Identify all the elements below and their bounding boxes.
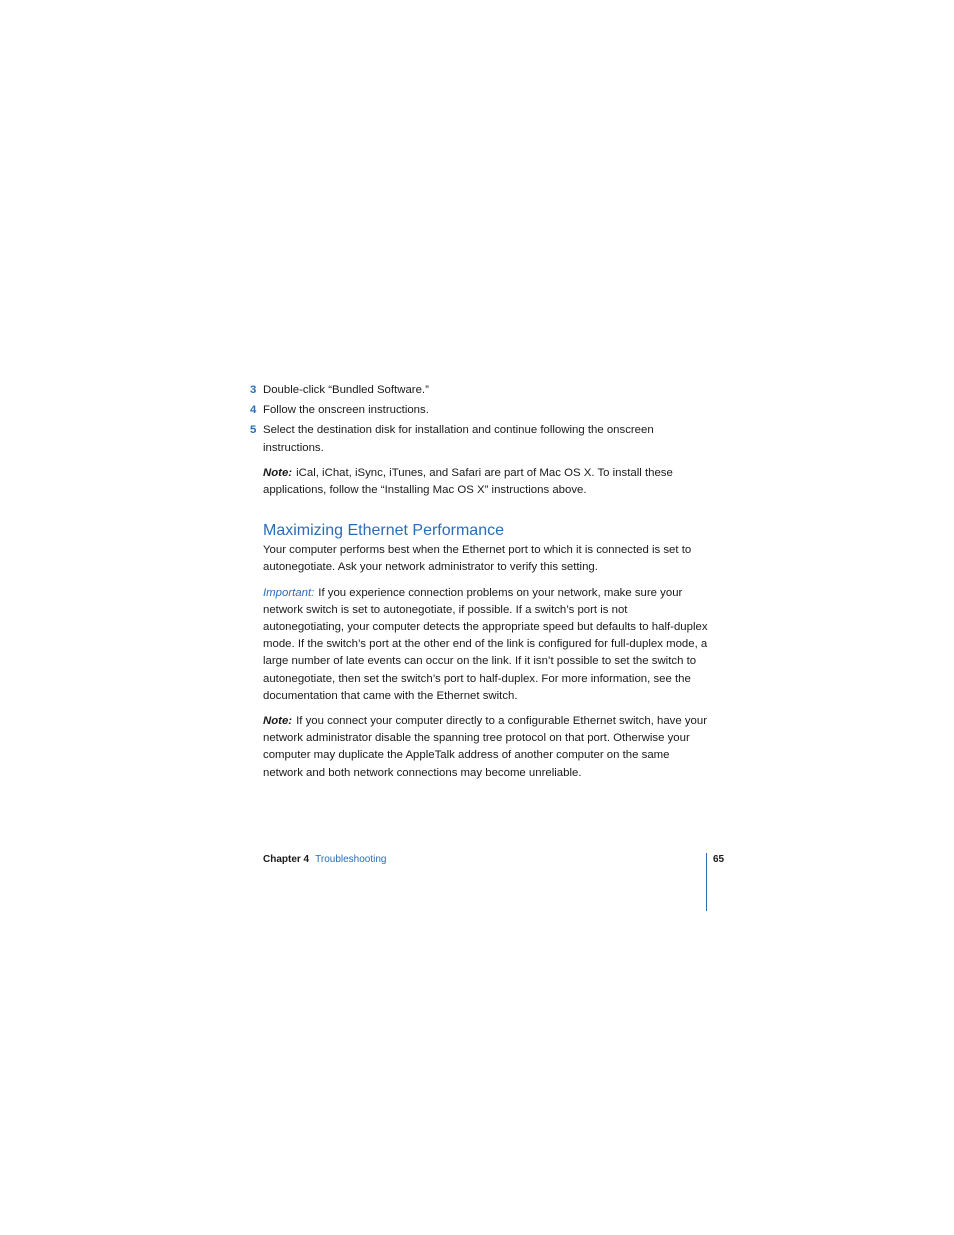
important-label: Important: bbox=[263, 586, 315, 599]
footer-divider bbox=[706, 853, 707, 911]
step-text: Follow the onscreen instructions. bbox=[263, 404, 429, 417]
step-text: Select the destination disk for installation and continue following the onscreen instructions. bbox=[263, 424, 654, 454]
step-text: Double-click “Bundled Software.” bbox=[263, 384, 429, 396]
step-item bbox=[250, 402, 708, 419]
footer-chapter bbox=[263, 853, 386, 867]
note-text: If you connect your computer directly to a configurable Ethernet switch, have your network administrator disable the spanning tree protocol on that port. Otherwise your computer may duplicate the AppleTalk address of another computer on the same network and both network connections may become unreliable. bbox=[263, 715, 708, 779]
important-text: If you experience connection problems on your network, make sure your network switch is set to autonegotiate, if possible. If a switch’s port is not autonegotiating, your computer detects the appropriate speed but defaults to half-duplex mode. If the switch’s port at the other end of the link is configured for full-duplex mode, a large number of late events can occur on the link. If it isn’t possible to set the switch to autonegotiate, then set the switch’s port to half-duplex. For more information, see the documentation that came with the Ethernet switch. bbox=[263, 586, 708, 702]
step-item bbox=[250, 382, 708, 399]
section-intro: Your computer performs best when the Ethernet port to which it is connected is set to autonegotiate. Ask your network administrator to verify this setting. bbox=[263, 544, 692, 574]
page-number: 65 bbox=[713, 854, 725, 865]
step-list bbox=[250, 382, 708, 457]
note-paragraph bbox=[263, 465, 708, 499]
chapter-title: Troubleshooting bbox=[315, 854, 387, 865]
important-paragraph bbox=[263, 585, 708, 705]
step-number: 4 bbox=[250, 404, 257, 417]
section-heading: Maximizing Ethernet Performance bbox=[263, 522, 504, 540]
note-label: Note: bbox=[263, 715, 293, 728]
step-item bbox=[250, 422, 708, 456]
note-paragraph-2 bbox=[263, 713, 708, 782]
note-text: iCal, iChat, iSync, iTunes, and Safari are part of Mac OS X. To install these applications, follow the “Installing Mac OS X” instructions above. bbox=[263, 466, 673, 497]
step-number: 3 bbox=[250, 384, 257, 396]
page-content bbox=[250, 382, 708, 782]
chapter-label: Chapter 4 bbox=[263, 854, 310, 865]
step-number: 5 bbox=[250, 424, 257, 437]
note-label: Note: bbox=[263, 466, 293, 479]
